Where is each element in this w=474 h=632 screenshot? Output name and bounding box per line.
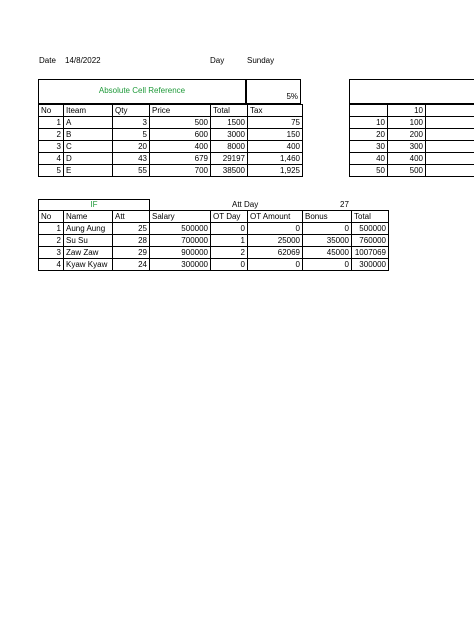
column-header: No bbox=[39, 211, 64, 223]
cell: 2 bbox=[39, 235, 64, 247]
cell: 2 bbox=[39, 129, 64, 141]
column-header: Iteam bbox=[64, 105, 113, 117]
date-label: Date bbox=[39, 56, 56, 65]
att-day-value: 27 bbox=[340, 200, 349, 209]
cell: 8000 bbox=[211, 141, 248, 153]
cell: Kyaw Kyaw bbox=[64, 259, 113, 271]
cell: 3000 bbox=[211, 129, 248, 141]
column-header: No bbox=[39, 105, 64, 117]
column-header: OT Amount bbox=[248, 211, 303, 223]
column-header: Name bbox=[64, 211, 113, 223]
table-row bbox=[350, 153, 474, 165]
cell: 200 bbox=[388, 129, 426, 141]
cell: 25 bbox=[113, 223, 150, 235]
table-row bbox=[39, 129, 303, 141]
cell: 0 bbox=[211, 223, 248, 235]
cell: 4 bbox=[39, 153, 64, 165]
cell: A bbox=[64, 117, 113, 129]
table-row bbox=[350, 129, 474, 141]
cell: 400 bbox=[150, 141, 211, 153]
day-value: Sunday bbox=[247, 56, 275, 65]
day-label: Day bbox=[210, 56, 225, 65]
cell: 3 bbox=[39, 141, 64, 153]
cell: 29197 bbox=[211, 153, 248, 165]
cell: 62069 bbox=[248, 247, 303, 259]
column-header: Total bbox=[211, 105, 248, 117]
table-row bbox=[39, 117, 303, 129]
cell: 25000 bbox=[248, 235, 303, 247]
column-header: Qty bbox=[113, 105, 150, 117]
cell: 300000 bbox=[150, 259, 211, 271]
if-table bbox=[38, 210, 389, 271]
cell: 28 bbox=[113, 235, 150, 247]
cell: 1007069 bbox=[352, 247, 389, 259]
column-header: Total bbox=[352, 211, 389, 223]
table-header-row bbox=[39, 105, 303, 117]
cell: 10 bbox=[350, 117, 388, 129]
cell: 29 bbox=[113, 247, 150, 259]
table-row bbox=[350, 117, 474, 129]
cell: Aung Aung bbox=[64, 223, 113, 235]
column-header: Att bbox=[113, 211, 150, 223]
table-header-row bbox=[350, 105, 474, 117]
table-row bbox=[39, 247, 389, 259]
cell: 1 bbox=[39, 223, 64, 235]
cell: 75 bbox=[248, 117, 303, 129]
table-row bbox=[39, 141, 303, 153]
cell: 500000 bbox=[352, 223, 389, 235]
cell: 150 bbox=[248, 129, 303, 141]
cell: 3 bbox=[113, 117, 150, 129]
cell: 4 bbox=[39, 259, 64, 271]
cell: 20 bbox=[113, 141, 150, 153]
cell: 1,460 bbox=[248, 153, 303, 165]
cell: 500 bbox=[150, 117, 211, 129]
cell: 679 bbox=[150, 153, 211, 165]
side-table-clip bbox=[349, 79, 474, 181]
table-row bbox=[39, 223, 389, 235]
table-row bbox=[39, 235, 389, 247]
cell: 5 bbox=[39, 165, 64, 177]
cell: 38500 bbox=[211, 165, 248, 177]
cell: 0 bbox=[303, 223, 352, 235]
cell: 300 bbox=[388, 141, 426, 153]
column-header: Price bbox=[150, 105, 211, 117]
cell: 45000 bbox=[303, 247, 352, 259]
cell: 600 bbox=[150, 129, 211, 141]
cell: 20 bbox=[350, 129, 388, 141]
cell: 500000 bbox=[150, 223, 211, 235]
cell: D bbox=[64, 153, 113, 165]
date-value: 14/8/2022 bbox=[65, 56, 101, 65]
cell: B bbox=[64, 129, 113, 141]
cell: 0 bbox=[303, 259, 352, 271]
column-header: Bonus bbox=[303, 211, 352, 223]
cell: 24 bbox=[113, 259, 150, 271]
cell: Zaw Zaw bbox=[64, 247, 113, 259]
table-row bbox=[39, 153, 303, 165]
cell: 400 bbox=[388, 153, 426, 165]
cell: 700000 bbox=[150, 235, 211, 247]
cell: 1 bbox=[39, 117, 64, 129]
column-header: Salary bbox=[150, 211, 211, 223]
cell: C bbox=[64, 141, 113, 153]
table-header-row bbox=[39, 211, 389, 223]
cell: 2 bbox=[211, 247, 248, 259]
cell: 40 bbox=[350, 153, 388, 165]
cell: 500 bbox=[388, 165, 426, 177]
table-row bbox=[350, 165, 474, 177]
table1-title: Absolute Cell Reference bbox=[98, 86, 186, 95]
side-table-title-box bbox=[349, 79, 474, 104]
table-row bbox=[39, 165, 303, 177]
table2-title: IF bbox=[90, 200, 98, 209]
att-day-label: Att Day bbox=[232, 200, 259, 209]
column-header: Tax bbox=[248, 105, 303, 117]
cell: 300000 bbox=[352, 259, 389, 271]
cell: 5 bbox=[113, 129, 150, 141]
cell: 0 bbox=[211, 259, 248, 271]
cell: 0 bbox=[248, 223, 303, 235]
cell: 1500 bbox=[211, 117, 248, 129]
side-head-value: 10 bbox=[388, 105, 426, 117]
column-header: OT Day bbox=[211, 211, 248, 223]
cell: 1,925 bbox=[248, 165, 303, 177]
cell: 760000 bbox=[352, 235, 389, 247]
cell: 30 bbox=[350, 141, 388, 153]
cell: 50 bbox=[350, 165, 388, 177]
cell: 35000 bbox=[303, 235, 352, 247]
table-row bbox=[39, 259, 389, 271]
cell: 0 bbox=[248, 259, 303, 271]
absolute-reference-table bbox=[38, 104, 303, 177]
cell: 55 bbox=[113, 165, 150, 177]
cell: E bbox=[64, 165, 113, 177]
side-table bbox=[349, 104, 474, 177]
cell: Su Su bbox=[64, 235, 113, 247]
table1-rate: 5% bbox=[286, 92, 298, 101]
cell: 43 bbox=[113, 153, 150, 165]
cell: 100 bbox=[388, 117, 426, 129]
table-row bbox=[350, 141, 474, 153]
cell: 1 bbox=[211, 235, 248, 247]
cell: 700 bbox=[150, 165, 211, 177]
cell: 3 bbox=[39, 247, 64, 259]
cell: 400 bbox=[248, 141, 303, 153]
cell: 900000 bbox=[150, 247, 211, 259]
